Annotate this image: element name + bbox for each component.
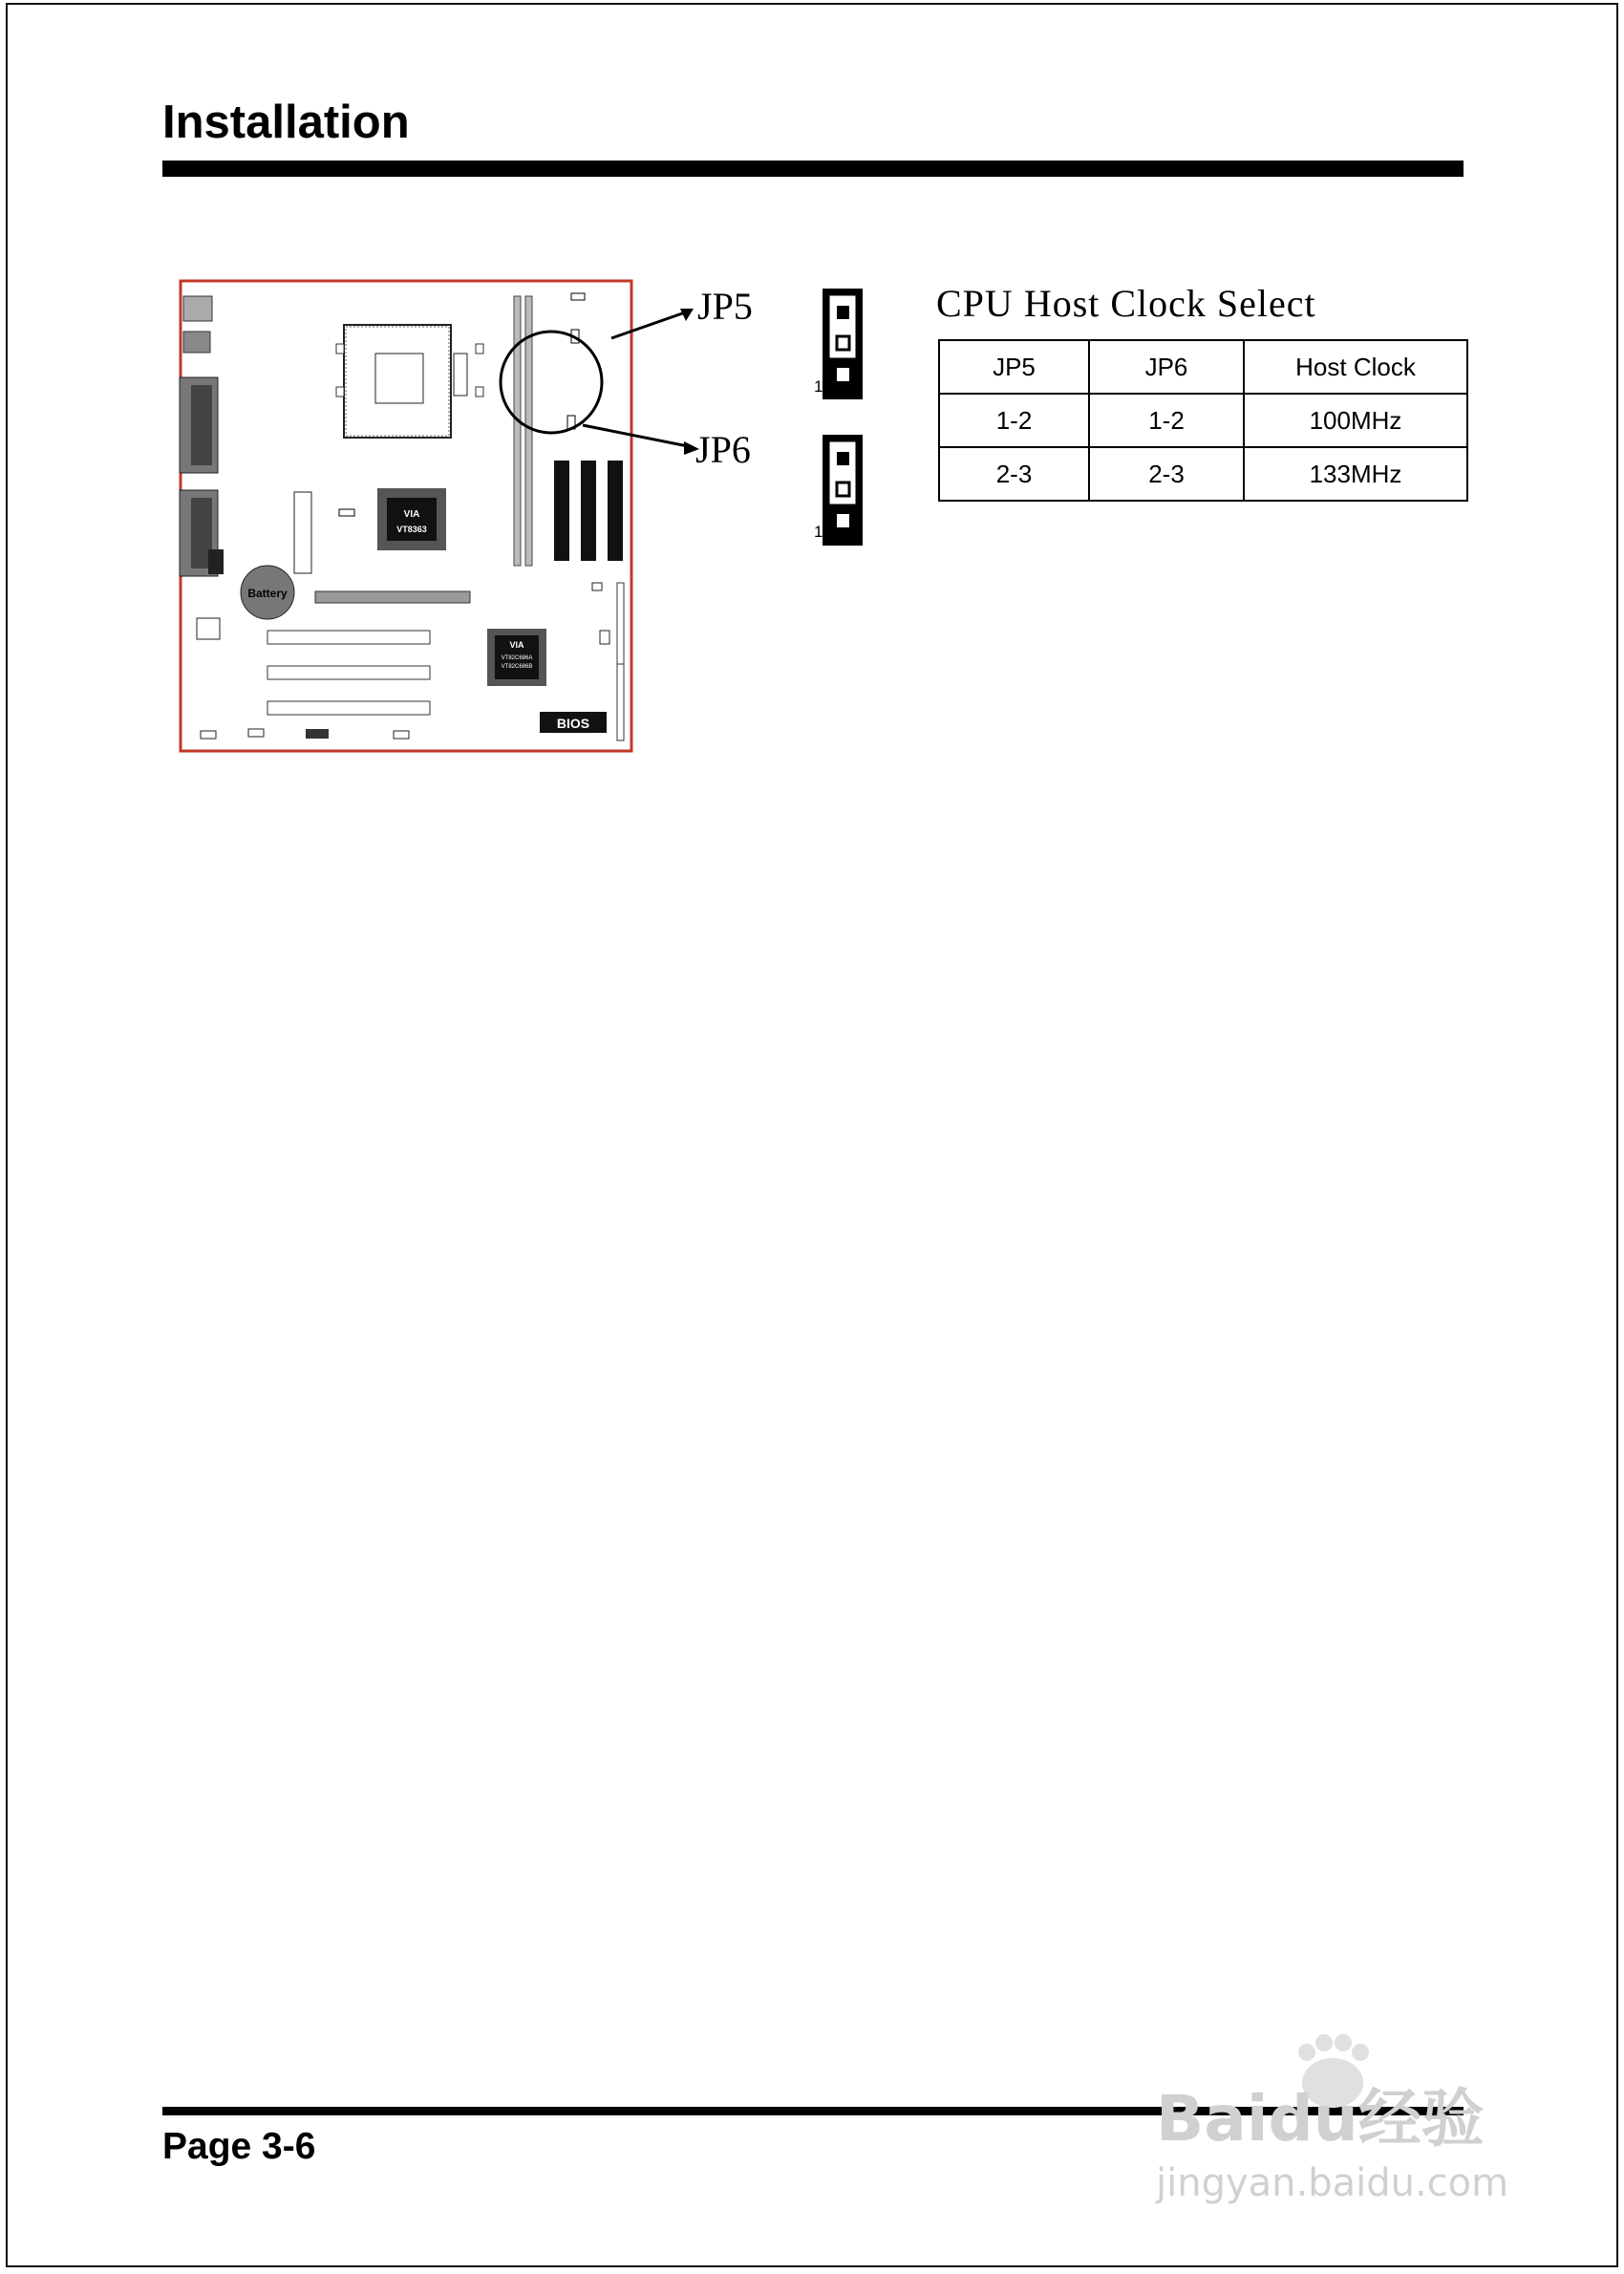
section-title: CPU Host Clock Select xyxy=(936,282,1316,325)
table-row xyxy=(939,394,1467,447)
table-header-cell: Host Clock xyxy=(1244,340,1467,394)
page-number: Page 3-6 xyxy=(162,2126,316,2167)
south-bridge-label-3: VT82C686B xyxy=(501,664,533,670)
jp5-pin-one-label: 1 xyxy=(814,377,823,396)
jp6-pin-one-label: 1 xyxy=(814,523,823,541)
table-cell: 133MHz xyxy=(1244,447,1467,501)
jp6-callout-label: JP6 xyxy=(695,428,751,471)
baidu-watermark-logo xyxy=(1146,2026,1548,2217)
south-bridge-label-1: VIA xyxy=(509,640,524,650)
south-bridge-label-2: VT82C686A xyxy=(501,655,533,661)
table-header-cell: JP6 xyxy=(1089,340,1244,394)
table-cell: 1-2 xyxy=(1089,394,1244,447)
table-header-row xyxy=(939,340,1467,394)
table-header-cell: JP5 xyxy=(939,340,1089,394)
table-cell: 1-2 xyxy=(939,394,1089,447)
north-bridge-label-2: VT8363 xyxy=(396,525,427,534)
table-cell: 2-3 xyxy=(1089,447,1244,501)
table-cell: 2-3 xyxy=(939,447,1089,501)
bios-label: BIOS xyxy=(556,716,590,731)
jp5-jumper-diagram xyxy=(821,287,865,401)
header-rule xyxy=(162,161,1464,177)
table-cell: 100MHz xyxy=(1244,394,1467,447)
table-row xyxy=(939,447,1467,501)
jp5-callout-label: JP5 xyxy=(697,285,753,328)
page-title: Installation xyxy=(162,97,410,148)
callout-arrows xyxy=(516,277,774,487)
host-clock-table xyxy=(938,339,1468,502)
battery-label: Battery xyxy=(247,587,288,600)
watermark-url: jingyan.baidu.com xyxy=(1156,2161,1509,2205)
north-bridge-label-1: VIA xyxy=(403,509,420,520)
jp6-jumper-diagram xyxy=(821,433,865,547)
watermark-brand: Baidu经验 xyxy=(1156,2082,1485,2156)
